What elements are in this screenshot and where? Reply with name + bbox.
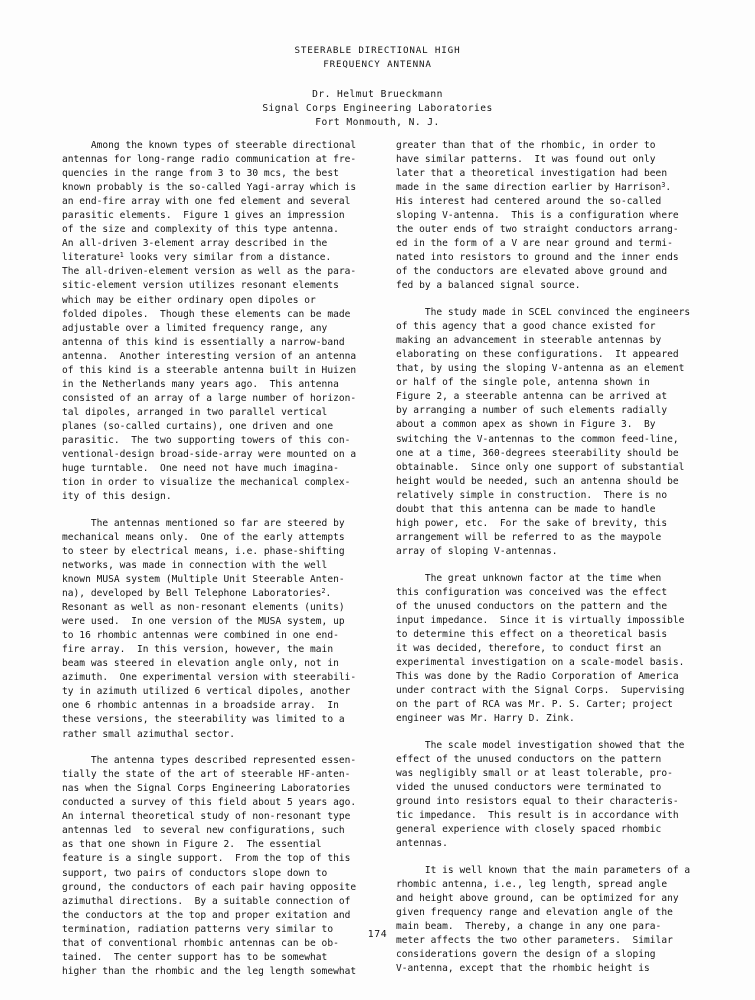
text-line: literature$^1$ looks very similar from a distance. bbox=[62, 251, 332, 264]
text-line: antennas for long-range radio communication at fre- bbox=[62, 154, 357, 166]
text-line: parasitic elements. Figure 1 gives an impression bbox=[62, 210, 345, 222]
page-number: 174 bbox=[367, 929, 388, 940]
text-line: termination, radiation patterns very similar to bbox=[62, 923, 334, 935]
text-line: in the Netherlands many years ago. This antenna bbox=[62, 378, 339, 390]
text-line: planes (so-called curtains), one driven and one bbox=[62, 420, 334, 432]
text-line: elaborating on these configurations. It appeared bbox=[396, 349, 679, 361]
text-line: consisted of an array of a large number of horizon- bbox=[62, 392, 357, 404]
text-line: sitic-element version utilizes resonant elements bbox=[62, 280, 339, 292]
text-line: The scale model investigation showed that the bbox=[396, 739, 685, 751]
text-line: one 6 rhombic antennas in a broadside array. In bbox=[62, 700, 339, 712]
text-line: huge turntable. One need not have much imagina- bbox=[62, 463, 339, 475]
text-line: azimuthal directions. By a suitable connection of bbox=[62, 895, 351, 907]
text-line: known MUSA system (Multiple Unit Steerable Anten- bbox=[62, 574, 345, 585]
text-line: antenna of this kind is essentially a narrow-band bbox=[62, 336, 345, 348]
text-line: of this kind is a steerable antenna built in Huizen bbox=[62, 364, 357, 376]
text-line: conducted a survey of this field about 5 years ago. bbox=[62, 797, 357, 809]
text-line: Figure 2, a steerable antenna can be arrived at bbox=[396, 391, 668, 403]
text-line: nated into resistors to ground and the inner ends bbox=[396, 252, 679, 264]
text-line: It is well known that the main parameters of a bbox=[396, 864, 691, 876]
text-line: or half of the single pole, antenna shown in bbox=[396, 377, 650, 389]
text-line: higher than the rhombic and the leg length somewhat bbox=[62, 965, 357, 977]
text-line: sloping V-antenna. This is a configuration where bbox=[396, 210, 679, 222]
text-line: that, by using the sloping V-antenna as an element bbox=[396, 363, 685, 375]
text-line: ground, the conductors of each pair having opposite bbox=[62, 881, 357, 893]
footnote-marker: 2 bbox=[321, 587, 326, 596]
text-line: general experience with closely spaced rhombic bbox=[396, 823, 662, 835]
text-line: engineer was Mr. Harry D. Zink. bbox=[396, 713, 575, 725]
text-line: ity of this design. bbox=[62, 491, 172, 503]
text-line: and height above ground, can be optimized for any bbox=[396, 892, 679, 904]
text-line: one at a time, 360-degrees steerability should be bbox=[396, 447, 679, 459]
text-line: azimuth. One experimental version with steerabili- bbox=[62, 672, 357, 684]
text-line: parasitic. The two supporting towers of this con- bbox=[62, 434, 351, 446]
text-line: doubt that this antenna can be made to handle bbox=[396, 503, 656, 515]
text-line: under contract with the Signal Corps. Supervising bbox=[396, 684, 685, 696]
text-line: considerations govern the design of a sloping bbox=[396, 948, 656, 960]
text-line: beam was steered in elevation angle only, not in bbox=[62, 658, 339, 670]
text-line: networks, was made in connection with the well bbox=[62, 559, 328, 571]
text-line: height would be needed, such an antenna should be bbox=[396, 475, 679, 487]
text-line: fire array. In this version, however, the main bbox=[62, 644, 334, 656]
text-line: on the part of RCA was Mr. P. S. Carter; project bbox=[396, 698, 673, 710]
text-line: these versions, the steerability was limited to a bbox=[62, 714, 345, 726]
text-line: made in the same direction earlier by Harrison$^3$. bbox=[396, 181, 672, 194]
text-line: The study made in SCEL convinced the engineers bbox=[396, 307, 691, 319]
text-line: about a common apex as shown in Figure 3. By bbox=[396, 419, 656, 431]
text-line: the outer ends of two straight conductors arrang- bbox=[396, 224, 679, 236]
text-line: antennas. bbox=[396, 837, 448, 849]
text-line: an end-fire array with one fed element and several bbox=[62, 196, 351, 208]
text-line: given frequency range and elevation angle of the bbox=[396, 906, 673, 918]
text-line: was negligibly small or at least tolerable, pro- bbox=[396, 767, 673, 779]
text-line: tion in order to visualize the mechanical complex- bbox=[62, 477, 351, 489]
text-line: later that a theoretical investigation had been bbox=[396, 168, 668, 180]
text-line: rather small azimuthal sector. bbox=[62, 728, 236, 740]
text-line: The all-driven-element version as well as the para- bbox=[62, 266, 357, 278]
text-line: which may be either ordinary open dipoles or bbox=[62, 294, 316, 306]
left-column bbox=[62, 139, 362, 992]
text-line: antenna. Another interesting version of an antenna bbox=[62, 350, 357, 362]
text-line: This was done by the Radio Corporation of America bbox=[396, 670, 679, 682]
text-line: rhombic antenna, i.e., leg length, spread angle bbox=[396, 878, 668, 890]
author-line: Fort Monmouth, N. J. bbox=[315, 117, 440, 129]
text-line: Among the known types of steerable directional bbox=[62, 140, 357, 151]
text-line: V-antenna, except that the rhombic height is bbox=[396, 962, 650, 974]
text-line: high power, etc. For the sake of brevity, this bbox=[396, 517, 668, 529]
text-line: The antennas mentioned so far are steered by bbox=[62, 517, 345, 529]
text-line: obtainable. Since only one support of substantial bbox=[396, 461, 685, 473]
text-line: adjustable over a limited frequency range, any bbox=[62, 322, 328, 334]
footnote-marker: 1 bbox=[119, 251, 124, 260]
text-line: mechanical means only. One of the early attempts bbox=[62, 531, 345, 543]
text-line: main beam. Thereby, a change in any one para- bbox=[396, 920, 662, 932]
text-line: array of sloping V-antennas. bbox=[396, 545, 558, 557]
text-line: vided the unused conductors were terminated to bbox=[396, 781, 662, 793]
text-line: nas when the Signal Corps Engineering Laboratories bbox=[62, 783, 351, 795]
text-line: that of conventional rhombic antennas can be ob- bbox=[62, 937, 339, 949]
text-line: tic impedance. This result is in accordance with bbox=[396, 809, 679, 821]
text-line: His interest had centered around the so-called bbox=[396, 196, 662, 208]
text-line: antennas led to several new configurations, such bbox=[62, 825, 345, 837]
text-line: support, two pairs of conductors slope down to bbox=[62, 867, 328, 879]
text-line: na), developed by Bell Telephone Laboratories$^2$. bbox=[62, 587, 332, 600]
text-line: The great unknown factor at the time when bbox=[396, 572, 662, 584]
text-line: as that one shown in Figure 2. The essential bbox=[62, 839, 322, 851]
text-line: feature is a single support. From the top of this bbox=[62, 853, 351, 865]
para-unknown-factor bbox=[396, 572, 696, 727]
para-state-of-art bbox=[62, 754, 362, 979]
text-line: The antenna types described represented essen- bbox=[62, 755, 357, 767]
text-line: fed by a balanced signal source. bbox=[396, 280, 581, 292]
text-line: effect of the unused conductors on the pattern bbox=[396, 753, 662, 765]
author-line: Signal Corps Engineering Laboratories bbox=[262, 103, 493, 115]
text-line: ventional-design broad-side-array were mounted on a bbox=[62, 449, 357, 461]
text-line: making an advancement in steerable antennas by bbox=[396, 335, 662, 347]
text-line: it was decided, therefore, to conduct first an bbox=[396, 642, 662, 654]
text-line: input impedance. Since it is virtually impossible bbox=[396, 614, 685, 626]
text-line: An all-driven 3-element array described in the bbox=[62, 238, 328, 250]
para-musa-system bbox=[62, 517, 362, 742]
author-line: Dr. Helmut Brueckmann bbox=[312, 89, 443, 100]
text-line: to 16 rhombic antennas were combined in one end- bbox=[62, 630, 339, 642]
text-line: tal dipoles, arranged in two parallel vertical bbox=[62, 406, 328, 418]
text-line: of the size and complexity of this type antenna. bbox=[62, 224, 339, 236]
text-line: have similar patterns. It was found out only bbox=[396, 154, 656, 166]
text-line: tained. The center support has to be somewhat bbox=[62, 951, 328, 963]
text-line: arrangement will be referred to as the maypole bbox=[396, 531, 662, 543]
text-line: quencies in the range from 3 to 30 mcs, the best bbox=[62, 168, 339, 180]
title-line: STEERABLE DIRECTIONAL HIGH bbox=[294, 45, 461, 56]
para-sloping-v bbox=[396, 139, 696, 294]
para-scale-model bbox=[396, 739, 696, 851]
text-line: to determine this effect on a theoretical basis bbox=[396, 628, 668, 640]
right-column bbox=[396, 139, 696, 989]
text-line: switching the V-antennas to the common feed-line, bbox=[396, 433, 679, 445]
text-line: known probably is the so-called Yagi-array which is bbox=[62, 182, 357, 194]
text-line: of the conductors are elevated above ground and bbox=[396, 266, 668, 278]
text-line: of the unused conductors on the pattern and the bbox=[396, 600, 668, 612]
text-line: experimental investigation on a scale-model basis. bbox=[396, 656, 685, 668]
text-line: An internal theoretical study of non-resonant type bbox=[62, 811, 351, 823]
text-line: tially the state of the art of steerable HF-anten- bbox=[62, 769, 351, 781]
text-line: this configuration was conceived was the effect bbox=[396, 586, 668, 598]
para-yagi-array bbox=[62, 139, 362, 504]
text-line: ed in the form of a V are near ground and termi- bbox=[396, 238, 673, 250]
text-line: the conductors at the top and proper exitation and bbox=[62, 909, 351, 921]
text-line: meter affects the two other parameters. Similar bbox=[396, 934, 673, 946]
title-line: FREQUENCY ANTENNA bbox=[323, 58, 432, 70]
document-title bbox=[0, 44, 755, 71]
text-line: greater than that of the rhombic, in order to bbox=[396, 140, 656, 151]
text-line: to steer by electrical means, i.e. phase-shifting bbox=[62, 545, 345, 557]
text-line: relatively simple in construction. There is no bbox=[396, 489, 668, 501]
footnote-marker: 3 bbox=[661, 181, 666, 190]
text-line: ty in azimuth utilized 6 vertical dipoles, another bbox=[62, 686, 351, 698]
text-line: by arranging a number of such elements radially bbox=[396, 405, 668, 417]
para-rhombic-params bbox=[396, 864, 696, 976]
text-line: of this agency that a good chance existed for bbox=[396, 321, 656, 333]
para-scel-study bbox=[396, 306, 696, 559]
text-line: folded dipoles. Though these elements can be made bbox=[62, 308, 351, 320]
text-line: Resonant as well as non-resonant elements (units) bbox=[62, 602, 345, 614]
text-line: were used. In one version of the MUSA system, up bbox=[62, 616, 345, 628]
author-block bbox=[0, 88, 755, 131]
text-line: ground into resistors equal to their characteris- bbox=[396, 795, 679, 807]
